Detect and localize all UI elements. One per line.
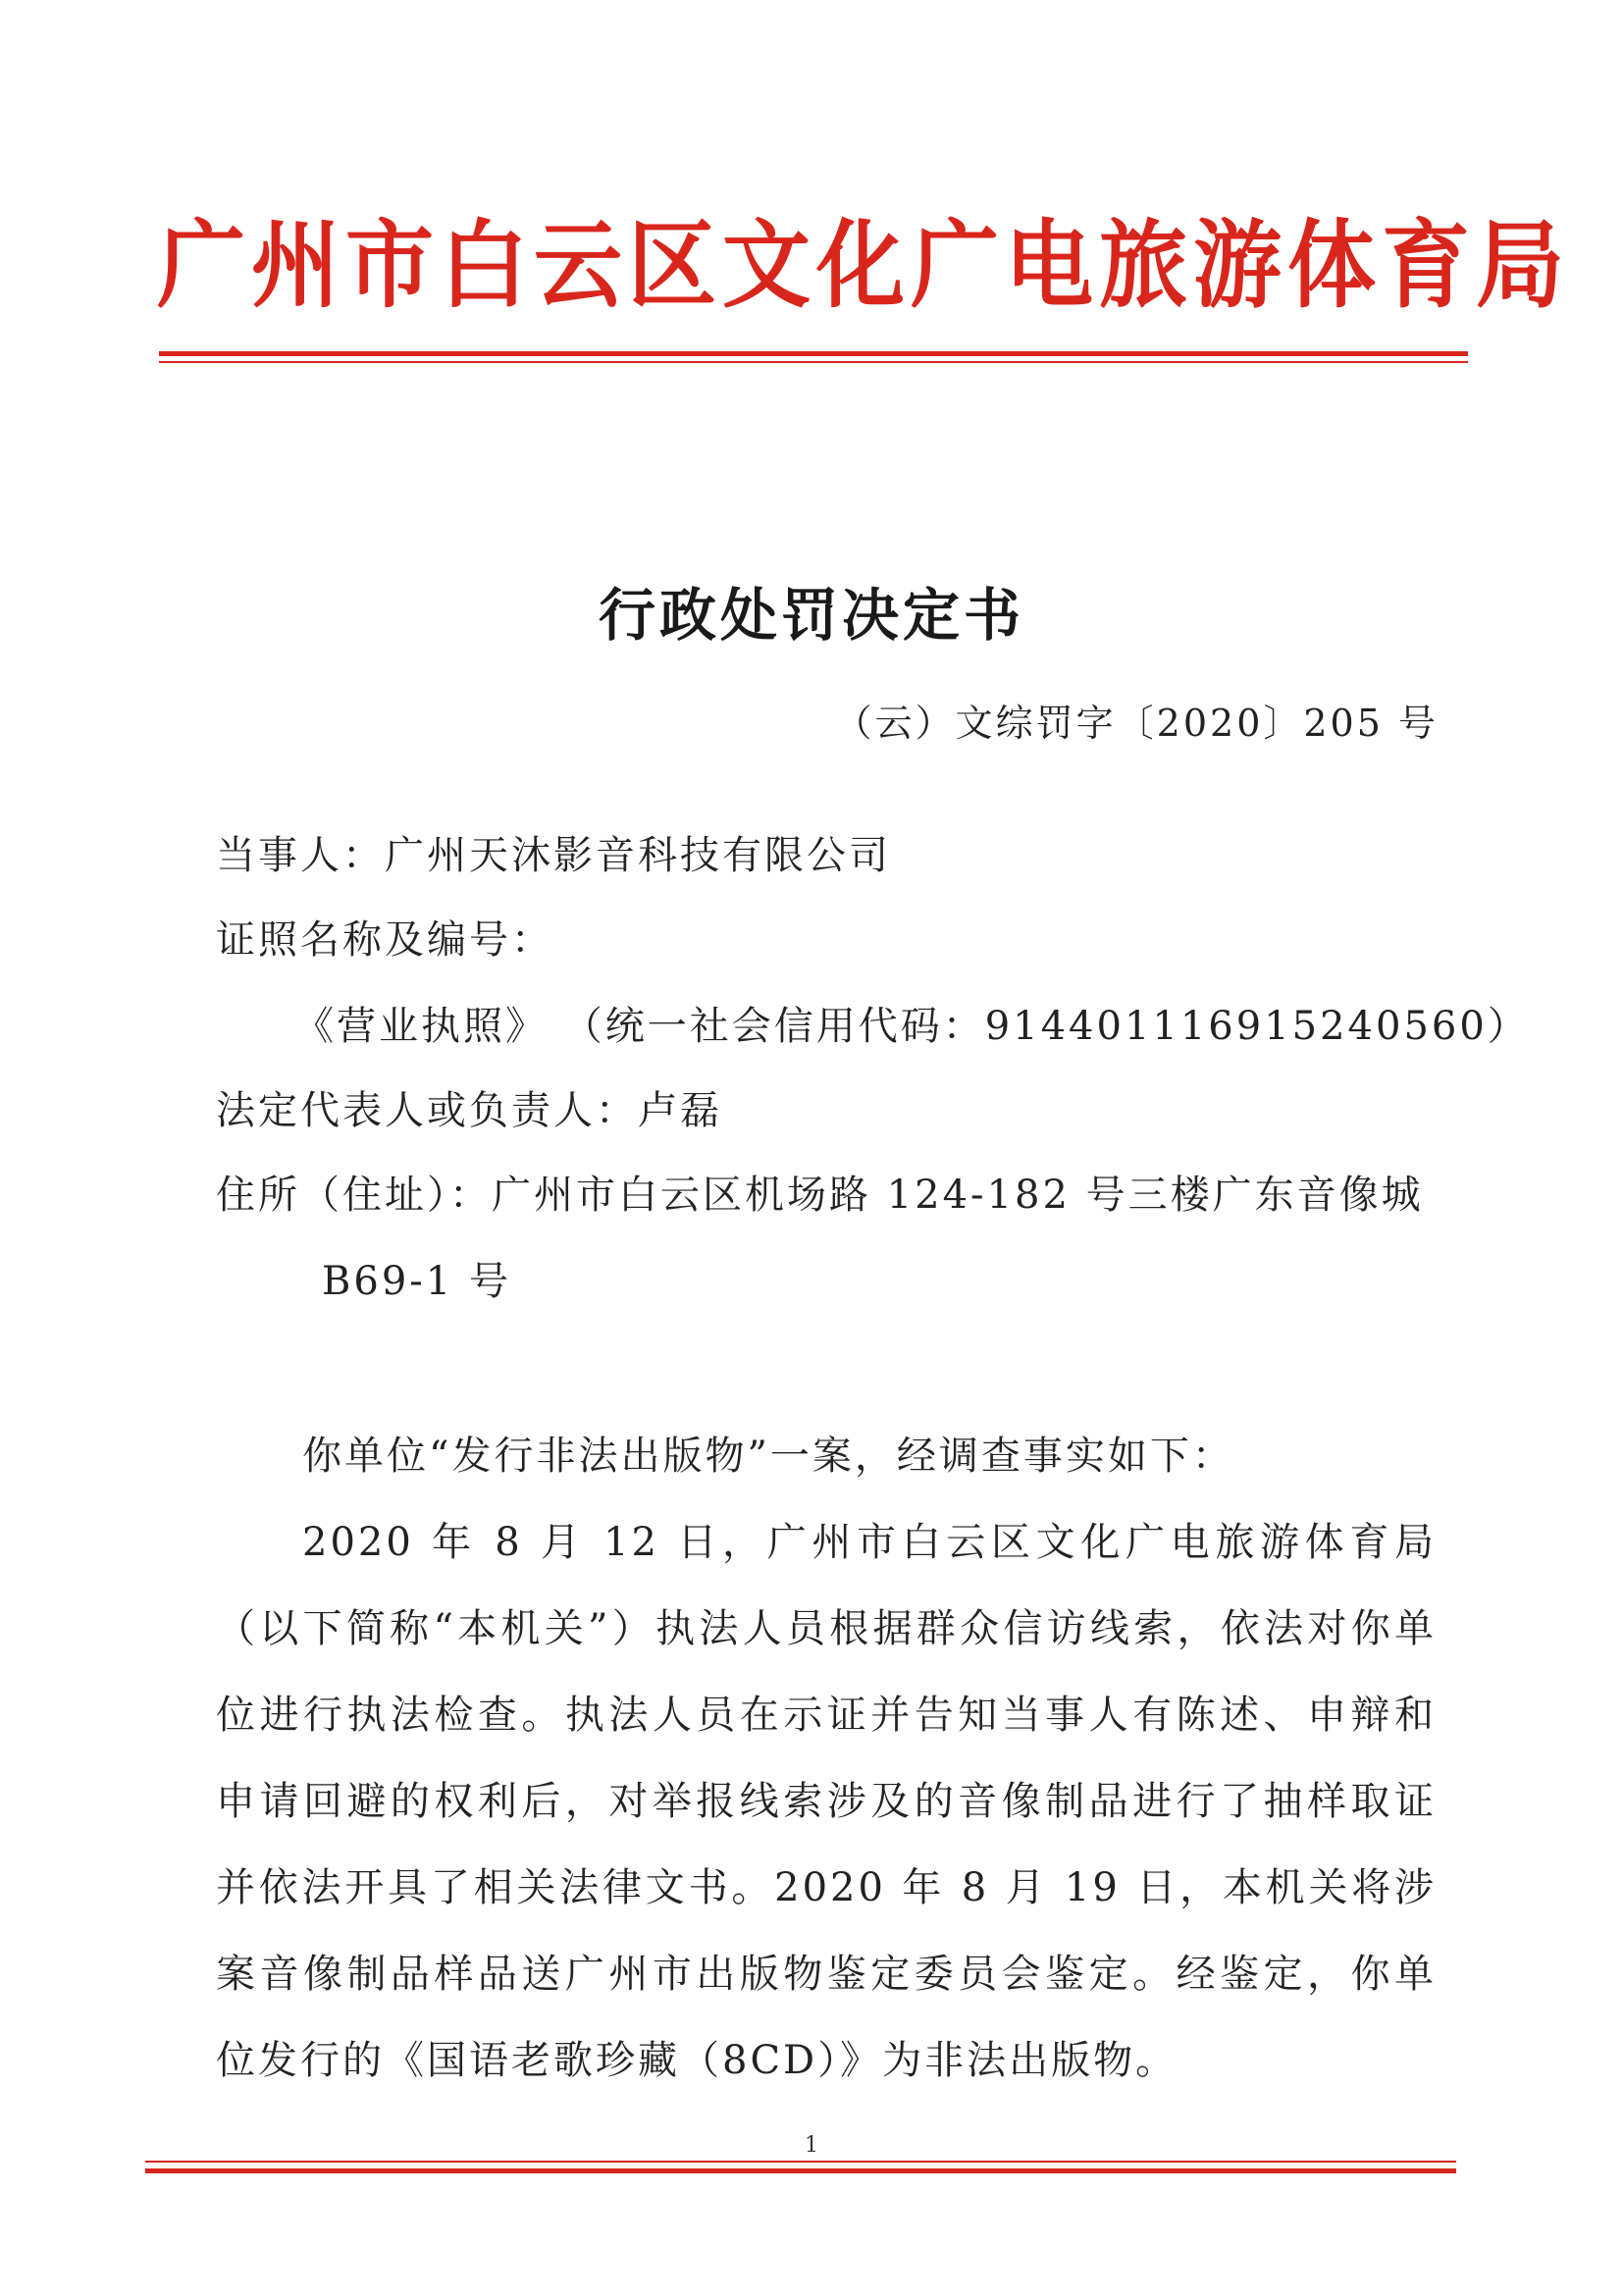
license-value: 《营业执照》 （统一社会信用代码：914401116915240560）	[294, 1004, 1530, 1049]
representative-line: 法定代表人或负责人：卢磊	[216, 1088, 722, 1133]
page-number: 1	[805, 2133, 818, 2158]
document-title: 行政处罚决定书	[598, 582, 1024, 649]
address-line-continued: B69-1 号	[322, 1259, 511, 1304]
address-line: 住所（住址）：广州市白云区机场路 124-182 号三楼广东音像城	[216, 1173, 1424, 1218]
party-name-line: 当事人：广州天沐影音科技有限公司	[216, 833, 891, 878]
license-label: 证照名称及编号：	[216, 917, 553, 963]
case-facts-paragraph: 2020 年 8 月 12 日，广州市白云区文化广电旅游体育局（以下简称“本机关”）执法人员根据群众信访线索，依法对你单位进行执法检查。执法人员在示证并告知当事人有陈述、申辩和申请回避的权利后，对举报线索涉及的音像制品进行了抽样取证并依法开具了相关法律文书。2020 年 8 月 19 日，本机关将涉案音像制品样品送广州市出版物鉴定委员会鉴定。经鉴定，你单位发行的《国语老歌珍藏（8CD）》为非法出版物。	[216, 1520, 1437, 2083]
masthead-rule-thick	[159, 351, 1468, 356]
footer-rule-thin	[145, 2161, 1456, 2163]
case-intro-paragraph: 你单位“发行非法出版物”一案，经调查事实如下：	[302, 1434, 1234, 1479]
masthead-rule-thin	[159, 361, 1468, 363]
footer-rule-thick	[145, 2168, 1456, 2173]
agency-masthead: 广州市白云区文化广电旅游体育局	[157, 209, 1570, 322]
document-number: （云）文综罚字〔2020〕205 号	[834, 702, 1439, 745]
